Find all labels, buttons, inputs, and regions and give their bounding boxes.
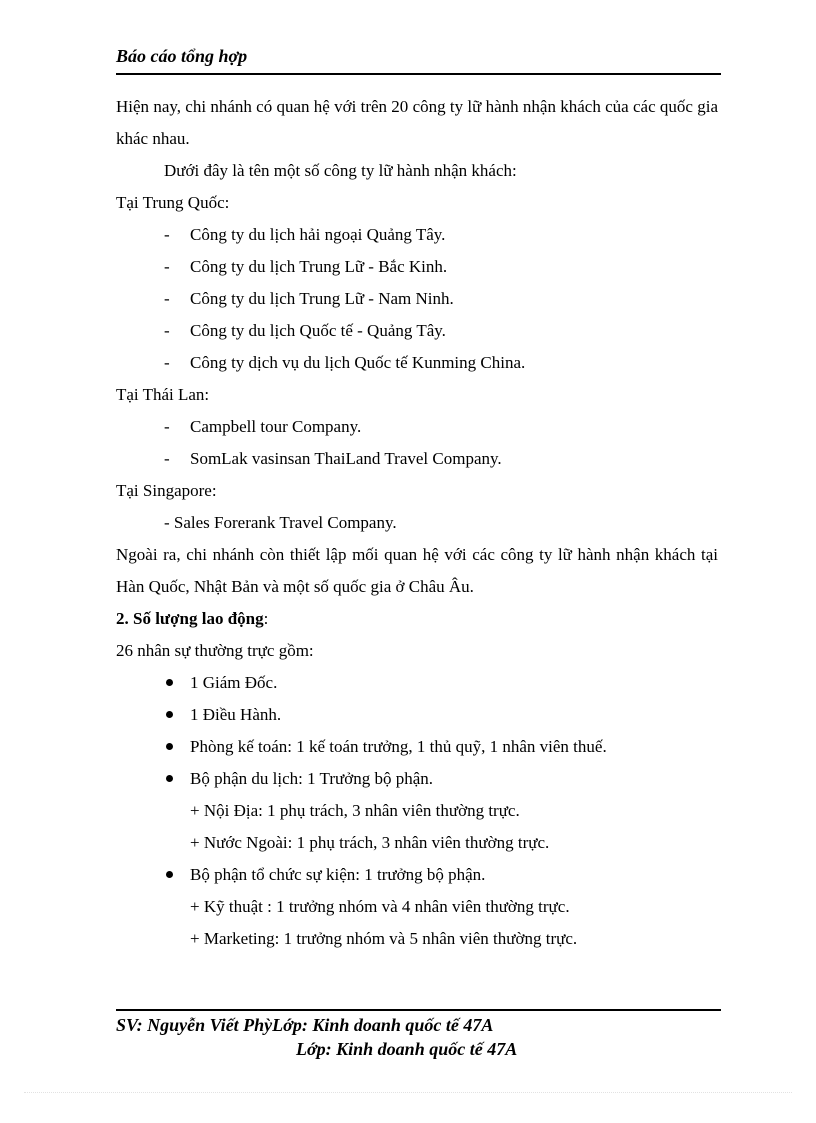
- list-item: [116, 699, 718, 731]
- footer-rule: [116, 1009, 721, 1011]
- list-item-text: Công ty du lịch Quốc tế - Quảng Tây.: [190, 321, 446, 340]
- singapore-heading: Tại Singapore:: [116, 481, 217, 500]
- list-item-text: 1 Điều Hành.: [190, 705, 282, 724]
- list-item-text: Công ty du lịch Trung Lữ - Bắc Kinh.: [190, 257, 448, 276]
- list-item: [116, 251, 718, 283]
- intro-paragraph: Hiện nay, chi nhánh có quan hệ với trên 20 công ty lữ hành nhận khách của các quốc gia khác nhau.: [116, 97, 718, 148]
- staff-intro: 26 nhân sự thường trực gồm:: [116, 641, 314, 660]
- sub-list-item: + Nước Ngoài: 1 phụ trách, 3 nhân viên thường trực.: [190, 833, 550, 852]
- list-item-text: Bộ phận du lịch: 1 Trưởng bộ phận.: [190, 769, 433, 788]
- thailand-heading: Tại Thái Lan:: [116, 385, 210, 404]
- bullet-dot-icon: [166, 775, 173, 782]
- list-item: [116, 315, 718, 347]
- dash-marker: -: [164, 353, 170, 372]
- page-header-title: Báo cáo tổng hợp: [116, 46, 248, 66]
- list-item: [116, 443, 718, 475]
- other-paragraph: Ngoài ra, chi nhánh còn thiết lập mối quan hệ với các công ty lữ hành nhận khách tại Hàn Quốc, Nhật Bản và một số quốc gia ở Châu Âu.: [116, 545, 718, 596]
- list-item-text: SomLak vasinsan ThaiLand Travel Company.: [190, 449, 502, 468]
- section-heading-text: 2. Số lượng lao động: [116, 609, 264, 628]
- list-item-text: Công ty du lịch Trung Lữ - Nam Ninh.: [190, 289, 454, 308]
- list-item: [116, 283, 718, 315]
- list-item: [116, 731, 718, 763]
- dash-marker: -: [164, 289, 170, 308]
- list-item-text: Bộ phận tổ chức sự kiện: 1 trưởng bộ phận.: [190, 865, 486, 884]
- list-item: [116, 763, 718, 795]
- list-item-text: Công ty dịch vụ du lịch Quốc tế Kunming China.: [190, 353, 526, 372]
- sub-list-item: + Nội Địa: 1 phụ trách, 3 nhân viên thường trực.: [190, 801, 520, 820]
- list-item-text: Phòng kế toán: 1 kế toán trưởng, 1 thủ quỹ, 1 nhân viên thuế.: [190, 737, 607, 756]
- list-item: [116, 859, 718, 891]
- bullet-dot-icon: [166, 711, 173, 718]
- document-body: [116, 91, 718, 955]
- footer-student-line: SV: Nguyễn Viết PhỳLớp: Kinh doanh quốc tế 47A: [116, 1015, 494, 1035]
- sub-list-item: + Kỹ thuật : 1 trưởng nhóm và 4 nhân viên thường trực.: [190, 897, 570, 916]
- section-heading-colon: :: [263, 609, 269, 628]
- sub-list-item: + Marketing: 1 trưởng nhóm và 5 nhân viên thường trực.: [190, 929, 578, 948]
- list-item: [116, 411, 718, 443]
- list-item: [116, 347, 718, 379]
- list-item: [116, 667, 718, 699]
- bullet-dot-icon: [166, 743, 173, 750]
- dash-marker: -: [164, 225, 170, 244]
- dash-marker: -: [164, 257, 170, 276]
- header-rule: [116, 73, 721, 75]
- footer-class-line: Lớp: Kinh doanh quốc tế 47A: [296, 1039, 518, 1059]
- bullet-dot-icon: [166, 679, 173, 686]
- list-item: - Sales Forerank Travel Company.: [164, 513, 397, 532]
- dash-marker: -: [164, 321, 170, 340]
- section-heading: [116, 603, 718, 635]
- china-heading: Tại Trung Quốc:: [116, 193, 230, 212]
- dash-marker: -: [164, 417, 170, 436]
- list-item-text: 1 Giám Đốc.: [190, 673, 278, 692]
- list-item-text: Công ty du lịch hải ngoại Quảng Tây.: [190, 225, 446, 244]
- list-intro: Dưới đây là tên một số công ty lữ hành nhận khách:: [164, 161, 517, 180]
- list-item: [116, 219, 718, 251]
- dash-marker: -: [164, 449, 170, 468]
- bullet-dot-icon: [166, 871, 173, 878]
- page-edge-divider: [24, 1092, 792, 1093]
- list-item-text: Campbell tour Company.: [190, 417, 362, 436]
